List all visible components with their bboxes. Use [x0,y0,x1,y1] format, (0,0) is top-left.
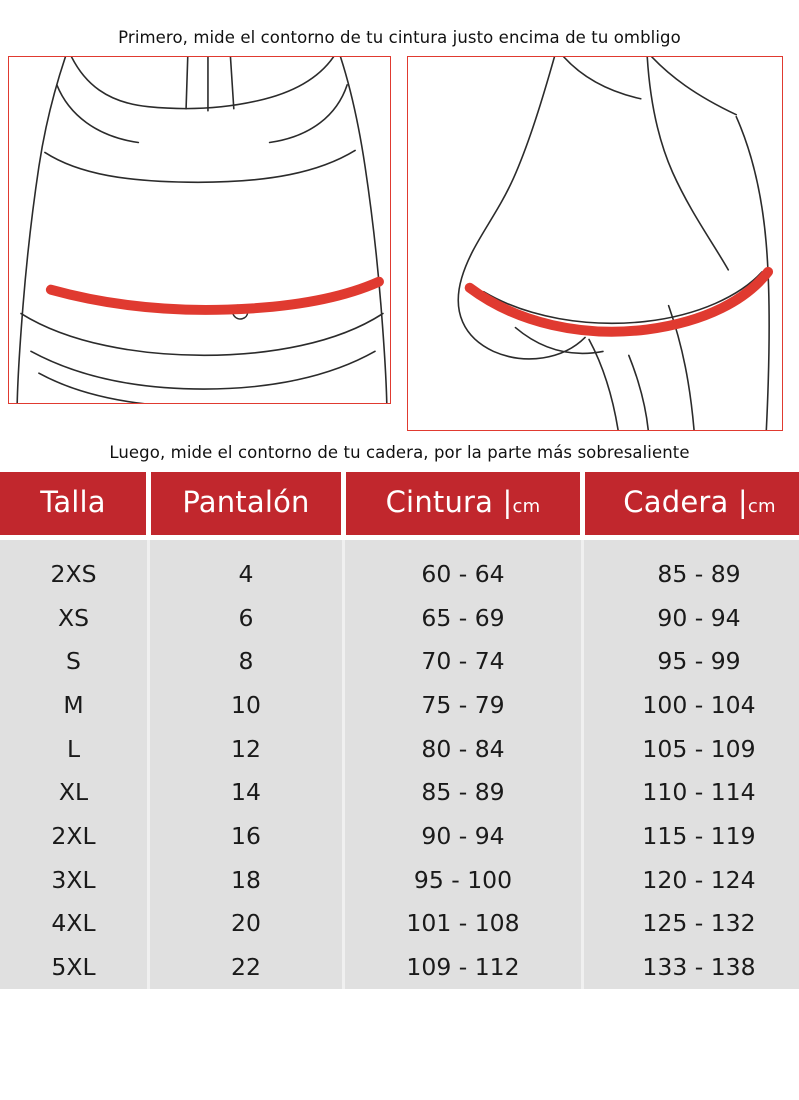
cell-cintura: 75 - 79 [344,684,583,728]
cell-cintura: 80 - 84 [344,727,583,771]
cell-cadera: 95 - 99 [583,640,799,684]
cell-cadera: 90 - 94 [583,596,799,640]
cell-pantalon: 8 [149,640,344,684]
cell-talla: M [0,684,149,728]
cell-pantalon: 12 [149,727,344,771]
table-row [0,902,799,946]
table-header-row [0,472,799,538]
cell-talla: 4XL [0,902,149,946]
column-header-pantalon [149,472,344,538]
cell-talla: 3XL [0,858,149,902]
cell-cintura: 60 - 64 [344,538,583,597]
cell-cintura: 95 - 100 [344,858,583,902]
cell-cadera: 105 - 109 [583,727,799,771]
waist-instruction-text: Primero, mide el contorno de tu cintura justo encima de tu ombligo [118,28,681,47]
cell-pantalon: 10 [149,684,344,728]
table-row [0,771,799,815]
cell-talla: 5XL [0,946,149,990]
cell-cadera: 133 - 138 [583,946,799,990]
illustration-row [0,56,799,431]
hip-figure-icon [408,57,782,430]
column-header-pantalon-label: Pantalón [182,485,310,519]
column-header-cintura-label: Cintura | [385,485,513,519]
cell-pantalon: 14 [149,771,344,815]
column-header-cadera-unit: cm [747,496,776,517]
cell-talla: L [0,727,149,771]
cell-pantalon: 4 [149,538,344,597]
waist-illustration-box [8,56,391,404]
column-header-talla-label: Talla [40,485,106,519]
cell-cadera: 110 - 114 [583,771,799,815]
cell-pantalon: 18 [149,858,344,902]
column-header-talla [0,472,149,538]
hip-instruction-text: Luego, mide el contorno de tu cadera, por la parte más sobresaliente [109,443,690,462]
cell-cadera: 115 - 119 [583,815,799,859]
cell-cadera: 100 - 104 [583,684,799,728]
size-chart-table [0,472,799,989]
table-row [0,596,799,640]
cell-talla: XL [0,771,149,815]
cell-pantalon: 6 [149,596,344,640]
cell-cintura: 90 - 94 [344,815,583,859]
waist-figure-icon [9,57,390,403]
cell-pantalon: 20 [149,902,344,946]
table-row [0,684,799,728]
cell-cadera: 120 - 124 [583,858,799,902]
cell-cintura: 85 - 89 [344,771,583,815]
table-row [0,858,799,902]
table-row [0,538,799,597]
cell-cadera: 85 - 89 [583,538,799,597]
cell-cintura: 70 - 74 [344,640,583,684]
cell-talla: 2XS [0,538,149,597]
column-header-cintura-unit: cm [512,496,541,517]
cell-pantalon: 22 [149,946,344,990]
table-row [0,946,799,990]
table-row [0,727,799,771]
cell-pantalon: 16 [149,815,344,859]
cell-cadera: 125 - 132 [583,902,799,946]
cell-talla: 2XL [0,815,149,859]
cell-cintura: 101 - 108 [344,902,583,946]
cell-cintura: 109 - 112 [344,946,583,990]
cell-talla: XS [0,596,149,640]
column-header-cintura [344,472,583,538]
waist-measure-line [51,282,379,310]
cell-talla: S [0,640,149,684]
cell-cintura: 65 - 69 [344,596,583,640]
table-header [0,472,799,538]
hip-illustration-box [407,56,783,431]
table-row [0,815,799,859]
table-row [0,640,799,684]
table-body [0,538,799,990]
column-header-cadera [583,472,799,538]
column-header-cadera-label: Cadera | [623,485,748,519]
